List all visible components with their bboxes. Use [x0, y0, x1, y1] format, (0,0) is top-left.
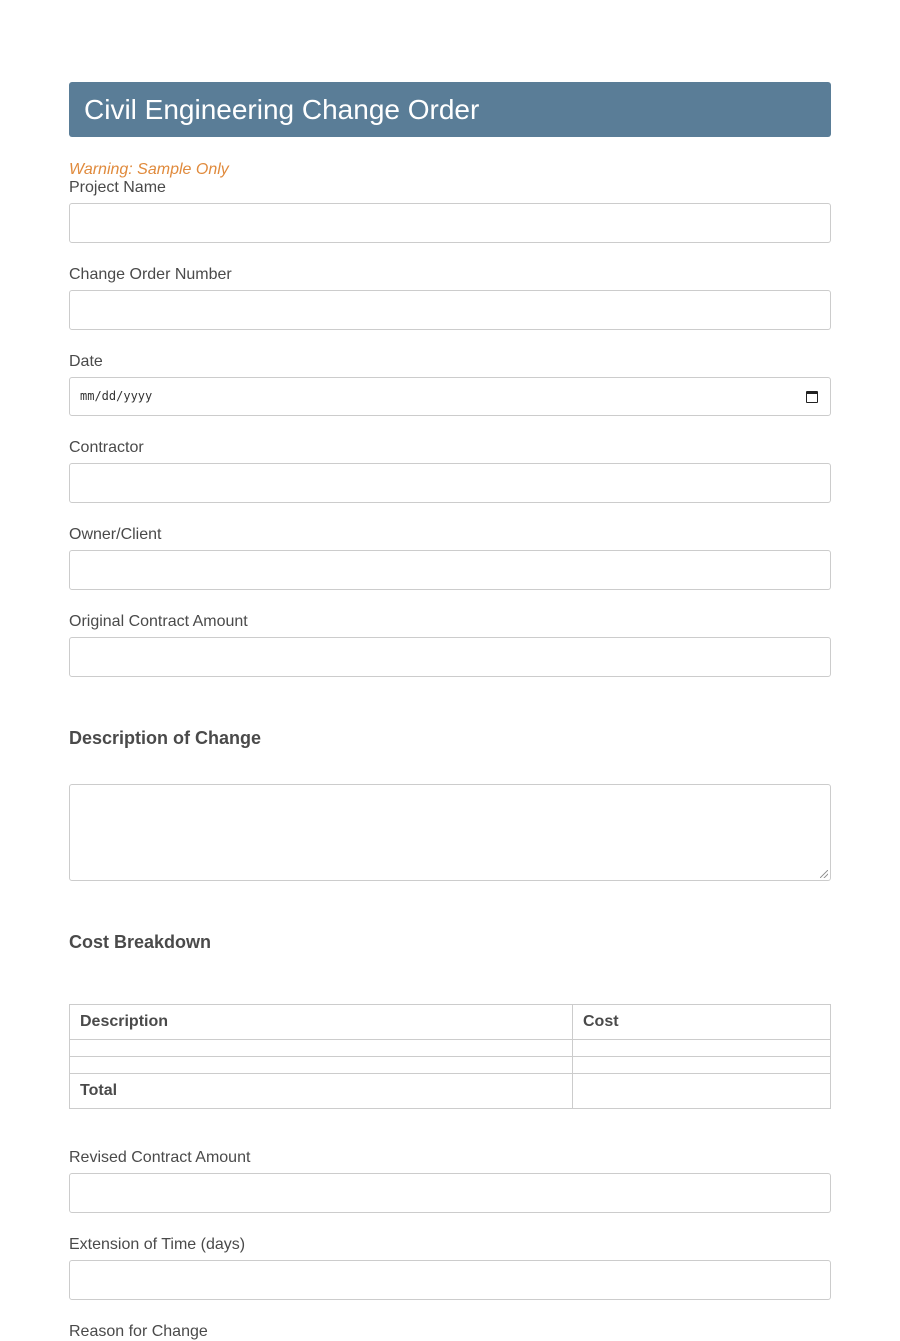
extension-of-time-group — [69, 1236, 831, 1300]
owner-client-input[interactable] — [69, 550, 831, 590]
date-group — [69, 353, 831, 416]
cost-section-title: Cost Breakdown — [69, 932, 212, 952]
project-name-label: Project Name — [69, 179, 166, 196]
contractor-label: Contractor — [69, 439, 144, 456]
revised-contract-amount-group — [69, 1149, 831, 1213]
table-cell-cost[interactable] — [573, 1040, 831, 1057]
table-cell-description[interactable] — [70, 1057, 573, 1074]
original-contract-amount-label: Original Contract Amount — [69, 613, 248, 630]
change-order-number-group — [69, 266, 831, 330]
date-label: Date — [69, 353, 103, 370]
project-name-group — [69, 179, 831, 243]
column-header-cost: Cost — [573, 1005, 831, 1040]
date-input[interactable] — [69, 377, 831, 416]
owner-client-group — [69, 526, 831, 590]
original-contract-amount-group — [69, 613, 831, 677]
calendar-icon[interactable] — [806, 391, 818, 403]
description-textarea[interactable] — [69, 784, 831, 881]
description-section-title: Description of Change — [69, 728, 262, 748]
total-value[interactable] — [573, 1074, 831, 1109]
owner-client-label: Owner/Client — [69, 526, 162, 543]
cost-table-header — [70, 1005, 831, 1040]
contractor-input[interactable] — [69, 463, 831, 503]
project-name-input[interactable] — [69, 203, 831, 243]
change-order-form — [69, 82, 831, 1341]
table-row-total — [70, 1074, 831, 1109]
table-row — [70, 1040, 831, 1057]
date-placeholder: mm/dd/yyyy — [80, 389, 153, 403]
sample-warning: Warning: Sample Only — [69, 161, 229, 178]
change-order-number-label: Change Order Number — [69, 266, 232, 283]
table-cell-cost[interactable] — [573, 1057, 831, 1074]
reason-for-change-label: Reason for Change — [69, 1323, 208, 1340]
table-row — [70, 1057, 831, 1074]
total-label: Total — [70, 1074, 573, 1109]
change-order-number-input[interactable] — [69, 290, 831, 330]
column-header-description: Description — [70, 1005, 573, 1040]
extension-of-time-input[interactable] — [69, 1260, 831, 1300]
cost-table — [69, 1004, 831, 1109]
revised-contract-amount-input[interactable] — [69, 1173, 831, 1213]
extension-of-time-label: Extension of Time (days) — [69, 1236, 246, 1253]
revised-contract-amount-label: Revised Contract Amount — [69, 1149, 251, 1166]
contractor-group — [69, 439, 831, 503]
table-cell-description[interactable] — [70, 1040, 573, 1057]
resize-grip-icon[interactable] — [820, 870, 828, 878]
original-contract-amount-input[interactable] — [69, 637, 831, 677]
page-title: Civil Engineering Change Order — [69, 82, 831, 137]
